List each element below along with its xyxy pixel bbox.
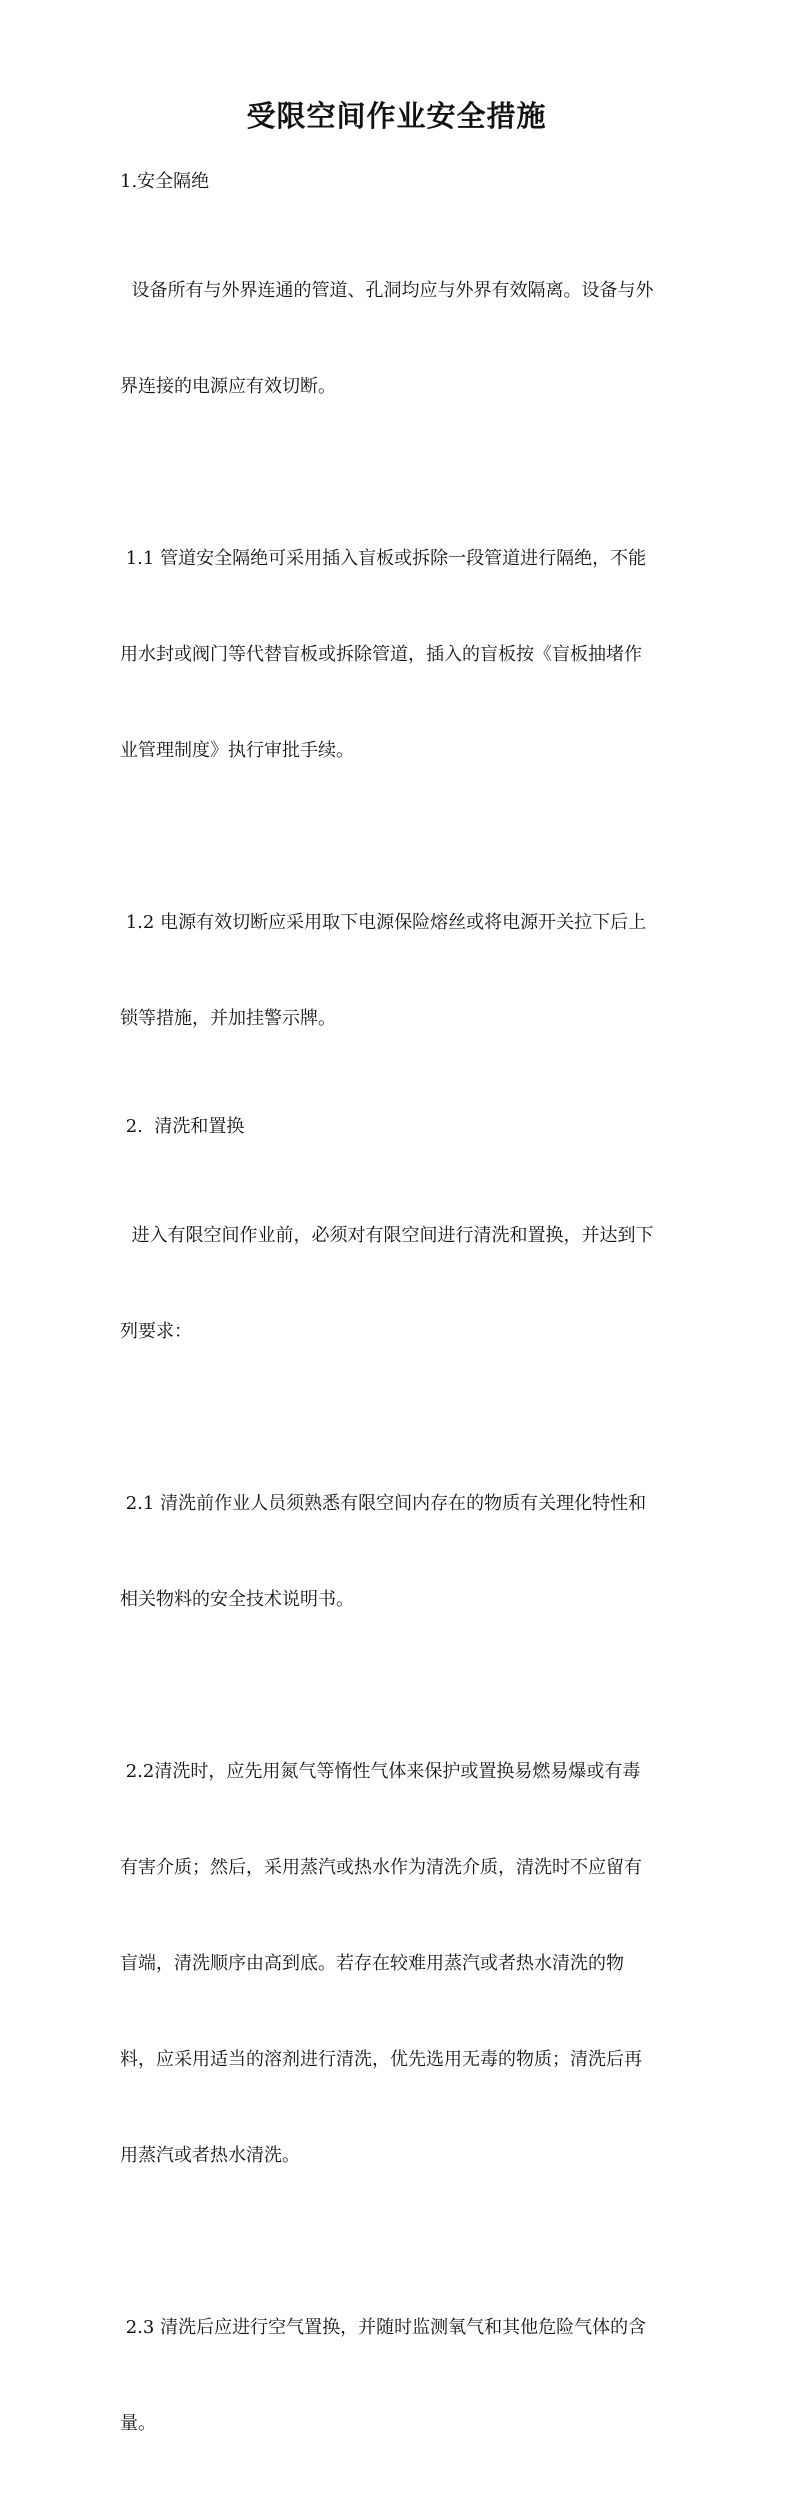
document-title: 受限空间作业安全措施 (246, 99, 547, 133)
section-intro-paragraph (120, 1156, 680, 1412)
text-line: 用水封或阀门等代替盲板或拆除管道，插入的盲板按《盲板抽堵作 (120, 644, 642, 665)
text-line: 界连接的电源应有效切断。 (120, 376, 336, 397)
item-paragraph (120, 843, 680, 1099)
text-line: 量。 (120, 2413, 156, 2434)
text-line: 相关物料的安全技术说明书。 (120, 1589, 354, 1610)
text-line: 列要求： (120, 1321, 192, 1342)
section-isolation (120, 166, 680, 1099)
text-line: 盲端，清洗顺序由高到底。若存在较难用蒸汽或者热水清洗的物 (120, 1953, 624, 1974)
text-line: 业管理制度》执行审批手续。 (120, 740, 354, 761)
text-line: 2.2清洗时，应先用氮气等惰性气体来保护或置换易燃易爆或有毒 (120, 1761, 641, 1782)
section-heading: 2. 清洗和置换 (120, 1116, 245, 1137)
document-body (120, 166, 680, 2516)
section-intro-paragraph (120, 211, 680, 467)
item-paragraph (120, 479, 680, 831)
text-line: 进入有限空间作业前，必须对有限空间进行清洗和置换，并达到下 (120, 1225, 654, 1246)
text-line: 料，应采用适当的溶剂进行清洗，优先选用无毒的物质；清洗后再 (120, 2049, 642, 2070)
text-line: 1.2 电源有效切断应采用取下电源保险熔丝或将电源开关拉下后上 (120, 912, 647, 933)
text-line: 有害介质；然后，采用蒸汽或热水作为清洗介质，清洗时不应留有 (120, 1857, 642, 1878)
text-line: 设备所有与外界连通的管道、孔洞均应与外界有效隔离。设备与外 (120, 280, 654, 301)
item-paragraph (120, 1424, 680, 1680)
text-line: 2.1 清洗前作业人员须熟悉有限空间内存在的物质有关理化特性和 (120, 1493, 647, 1514)
text-line: 1.1 管道安全隔绝可采用插入盲板或拆除一段管道进行隔绝，不能 (120, 548, 647, 569)
section-heading: 1.安全隔绝 (120, 171, 210, 192)
section-cleaning (120, 1111, 680, 2504)
item-paragraph (120, 1692, 680, 2236)
text-line: 2.3 清洗后应进行空气置换，并随时监测氧气和其他危险气体的含 (120, 2317, 647, 2338)
text-line: 用蒸汽或者热水清洗。 (120, 2145, 300, 2166)
text-line: 锁等措施，并加挂警示牌。 (120, 1008, 336, 1029)
item-paragraph (120, 2248, 680, 2504)
